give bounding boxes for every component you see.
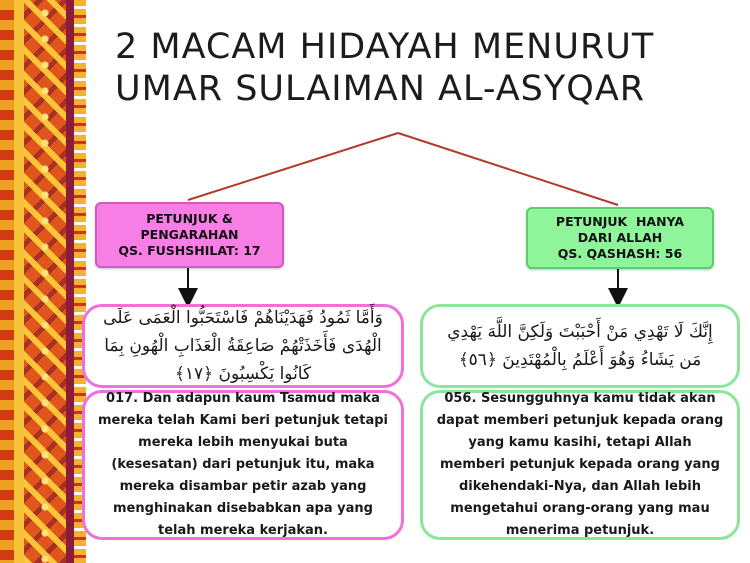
translation-left <box>82 390 404 540</box>
label-left-line-3: QS. FUSHSHILAT: 17 <box>118 243 261 258</box>
title-line-2: UMAR SULAIMAN AL-ASYQAR <box>115 69 646 109</box>
arabic-text-left: وَأَمَّا ثَمُودُ فَهَدَيْنَاهُمْ فَاسْتَحَبُّوا الْعَمَى عَلَى الْهُدَى فَأَخَذَتْهُمْ صَاعِقَةُ الْعَذَابِ الْهُونِ بِمَا كَانُوا يَكْسِبُونَ ﴿١٧﴾ <box>103 308 383 384</box>
label-right <box>526 207 714 269</box>
label-left <box>95 202 284 268</box>
title-line-1: 2 MACAM HIDAYAH MENURUT <box>115 27 655 67</box>
translation-text-right: 056. Sesungguhnya kamu tidak akan dapat memberi petunjuk kepada orang yang kamu kasihi, tetapi Allah memberi petunjuk kepada orang yang dikehendaki-Nya, dan Allah lebih mengetahui orang-orang yang mau menerima petunjuk. <box>436 391 724 538</box>
connector-right <box>398 133 618 205</box>
label-right-line-2: DARI ALLAH <box>577 230 663 245</box>
label-left-line-1: PETUNJUK & <box>146 211 233 226</box>
label-left-line-2: PENGARAHAN <box>140 227 239 242</box>
connector-left <box>188 133 398 200</box>
translation-text-left: 017. Dan adapun kaum Tsamud maka mereka telah Kami beri petunjuk tetapi mereka lebih menyukai buta (kesesatan) dari petunjuk itu, maka mereka disambar petir azab yang menghinakan disebabkan apa yang telah mereka kerjakan. <box>98 391 388 538</box>
arabic-text-right: إِنَّكَ لَا تَهْدِي مَنْ أَحْبَبْتَ وَلَكِنَّ اللَّهَ يَهْدِي مَن يَشَاءُ وَهُوَ أَعْلَمُ بِالْمُهْتَدِينَ ﴿٥٦﴾ <box>447 322 713 370</box>
label-right-line-3: QS. QASHASH: 56 <box>557 246 683 261</box>
arabic-verse-left <box>82 304 404 388</box>
label-right-line-1: PETUNJUK HANYA <box>555 214 685 229</box>
translation-right <box>420 390 740 540</box>
arabic-verse-right <box>420 304 740 388</box>
